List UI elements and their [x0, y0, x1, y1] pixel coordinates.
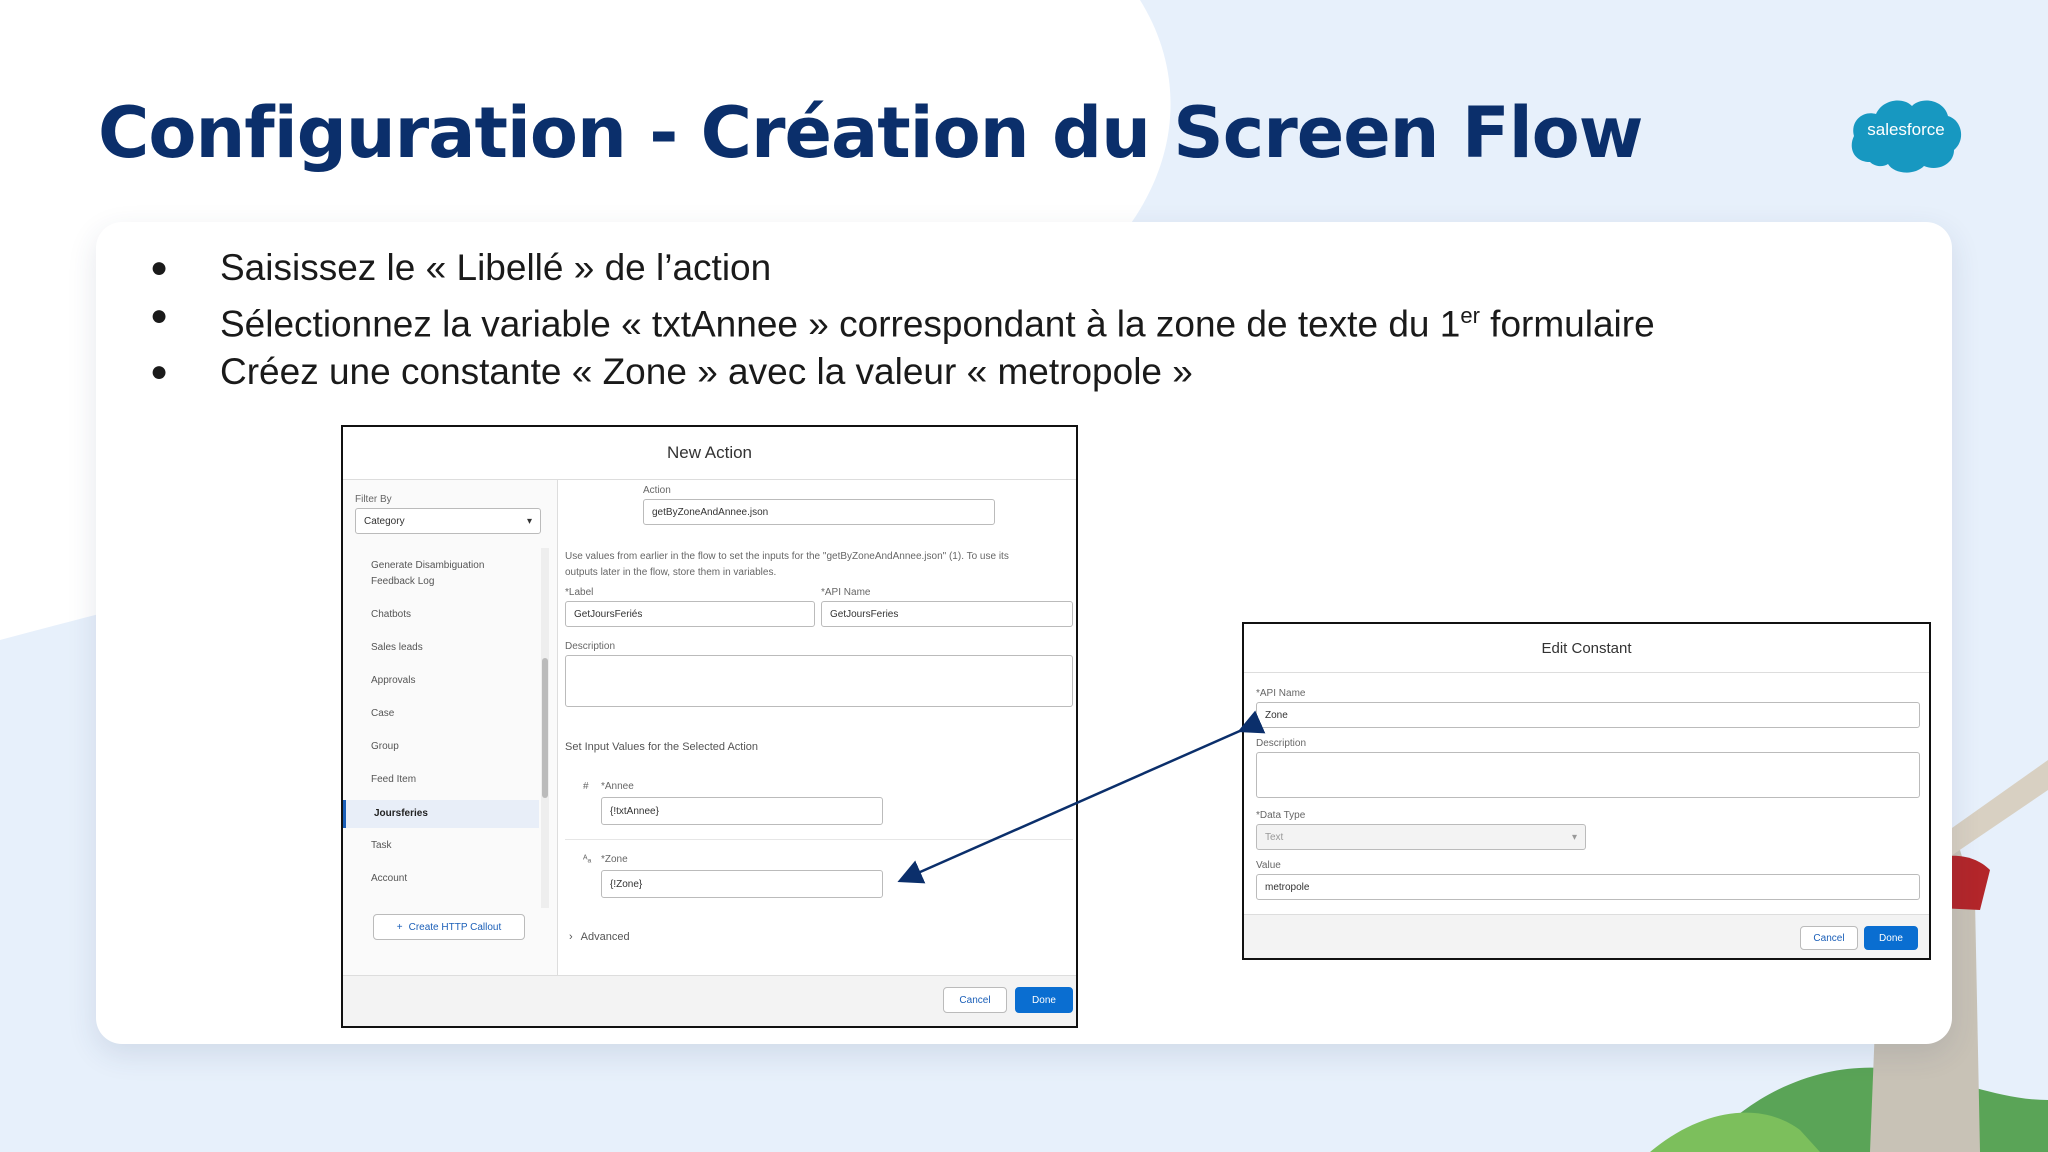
annee-label: *Annee [601, 781, 634, 792]
new-action-title: New Action [343, 427, 1076, 480]
advanced-label: Advanced [580, 931, 630, 943]
description-label: Description [565, 641, 616, 652]
bullet-text: Créez une constante « Zone » avec la valeur « metropole » [220, 351, 1193, 393]
category-item[interactable]: Feed Item [371, 774, 417, 785]
category-scrollbar[interactable] [541, 548, 549, 908]
salesforce-logo-text: salesforce [1867, 120, 1945, 139]
annee-input[interactable]: {!txtAnnee} [601, 797, 883, 825]
bullet-item [148, 244, 1655, 292]
filter-by-select[interactable] [355, 508, 541, 534]
label-field-label: *Label [565, 587, 594, 598]
action-field[interactable]: getByZoneAndAnnee.json [643, 499, 995, 525]
api-name-field-label: *API Name [821, 587, 871, 598]
category-item[interactable]: Generate Disambiguation [371, 560, 485, 571]
slide-title: Configuration - Création du Screen Flow [98, 92, 1643, 174]
new-action-screenshot [341, 425, 1078, 1028]
category-item[interactable]: Task [371, 840, 392, 851]
bullet-text-end: formulaire [1479, 303, 1655, 345]
number-icon: # [583, 781, 589, 792]
data-type-value: Text [1265, 831, 1284, 843]
category-item[interactable]: Group [371, 741, 399, 752]
category-item[interactable]: Case [371, 708, 395, 719]
category-item[interactable]: Approvals [371, 675, 416, 686]
constant-done-button[interactable]: Done [1864, 926, 1918, 950]
zone-input[interactable]: {!Zone} [601, 870, 883, 898]
action-label: Action [643, 485, 671, 496]
bullet-dot: ● [150, 299, 169, 332]
data-type-select[interactable] [1256, 824, 1586, 850]
value-label: Value [1256, 860, 1281, 871]
bullet-list [148, 244, 1655, 396]
category-item-selected[interactable]: Joursferies [343, 800, 539, 828]
category-item[interactable]: Chatbots [371, 609, 412, 620]
constant-api-name-input[interactable]: Zone [1256, 702, 1920, 728]
category-item[interactable]: Account [371, 873, 408, 884]
divider [565, 839, 1073, 840]
constant-value-input[interactable]: metropole [1256, 874, 1920, 900]
constant-cancel-button[interactable]: Cancel [1800, 926, 1858, 950]
bullet-dot: ● [150, 355, 169, 389]
help-text-line-1: Use values from earlier in the flow to set the inputs for the "getByZoneAndAnnee.json" (1). To use its [565, 551, 1009, 562]
new-action-footer [343, 975, 1076, 1026]
cancel-button[interactable]: Cancel [943, 987, 1007, 1013]
bullet-item [148, 292, 1655, 348]
filter-by-value: Category [364, 515, 405, 527]
chevron-down-icon: ▾ [1571, 831, 1577, 843]
label-input[interactable]: GetJoursFeriés [565, 601, 815, 627]
scrollbar-thumb[interactable] [542, 658, 548, 798]
description-textarea[interactable] [565, 655, 1073, 707]
api-name-input[interactable]: GetJoursFeries [821, 601, 1073, 627]
help-text-line-2: outputs later in the flow, store them in variables. [565, 567, 777, 578]
create-http-callout-label: Create HTTP Callout [408, 921, 502, 933]
advanced-toggle[interactable] [569, 931, 630, 943]
bullet-text: Sélectionnez la variable « txtAnnee » correspondant à la zone de texte du 1 [220, 303, 1461, 345]
api-name-label: *API Name [1256, 688, 1306, 699]
constant-description-label: Description [1256, 738, 1307, 749]
bullet-superscript: er [1460, 303, 1480, 328]
data-type-label: *Data Type [1256, 810, 1306, 821]
done-button[interactable]: Done [1015, 987, 1073, 1013]
edit-constant-title: Edit Constant [1244, 624, 1929, 673]
create-http-callout-button[interactable] [373, 914, 525, 940]
edit-constant-screenshot [1242, 622, 1931, 960]
chevron-right-icon: › [569, 931, 573, 943]
category-item[interactable]: Sales leads [371, 642, 423, 653]
category-item[interactable]: Feedback Log [371, 576, 435, 587]
zone-label: *Zone [601, 854, 628, 865]
bullet-dot: ● [150, 251, 169, 284]
bullet-text: Saisissez le « Libellé » de l’action [220, 247, 772, 288]
bullet-item [148, 348, 1655, 396]
plus-icon: + [396, 921, 403, 933]
filter-by-label: Filter By [355, 494, 392, 505]
category-panel [343, 480, 558, 980]
set-input-header: Set Input Values for the Selected Action [565, 741, 759, 753]
chevron-down-icon: ▾ [526, 515, 532, 527]
edit-constant-footer [1244, 914, 1929, 960]
text-type-icon: ᴬₐ [583, 854, 592, 865]
constant-description-textarea[interactable] [1256, 752, 1920, 798]
